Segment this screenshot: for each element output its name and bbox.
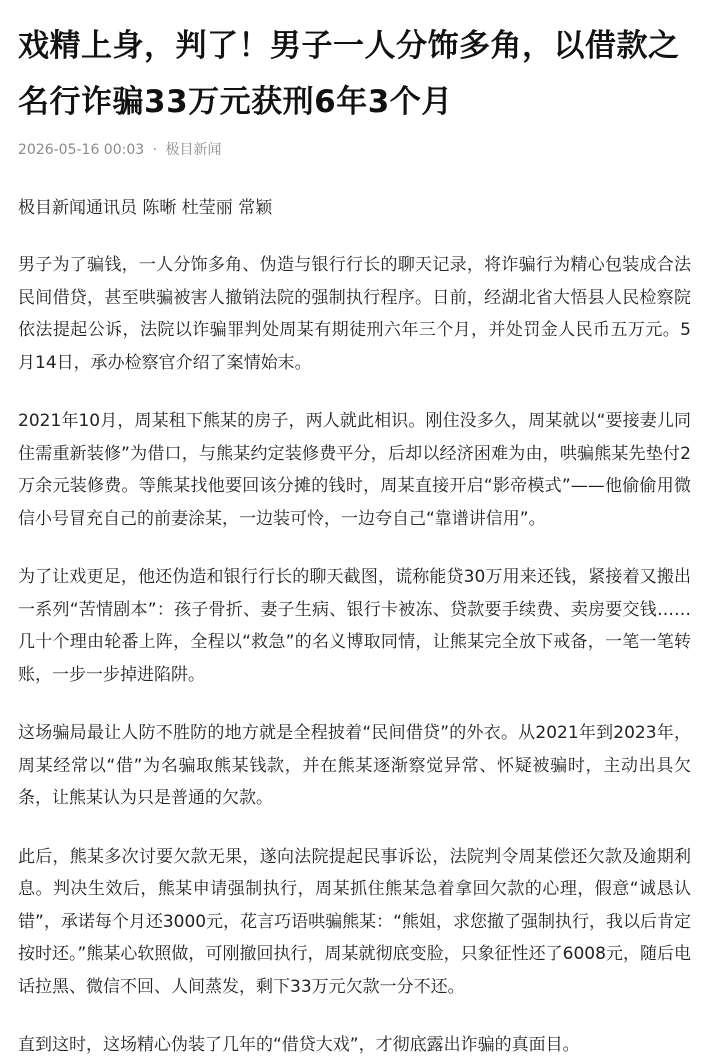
- article-paragraph: 这场骗局最让人防不胜防的地方就是全程披着“民间借贷”的外衣。从2021年到2023年，周某经常以“借”为名骗取熊某钱款，并在熊某逐渐察觉异常、怀疑被骗时，主动出具欠条，让熊某认为只是普通的欠款。: [18, 723, 691, 808]
- article-paragraph: 此后，熊某多次讨要欠款无果，遂向法院提起民事诉讼，法院判令周某偿还欠款及逾期利息。判决生效后，熊某申请强制执行，周某抓住熊某急着拿回欠款的心理，假意“诚恳认错”，承诺每个月还3000元，花言巧语哄骗熊某：“熊姐，求您撤了强制执行，我以后肯定按时还。”熊某心软照做，可刚撤回执行，周某就彻底变脸，只象征性还了6008元，随后电话拉黑、微信不回、人间蒸发，剩下33万元欠款一分不还。: [18, 846, 691, 997]
- article-byline: 极目新闻通讯员 陈晰 杜莹丽 常颖: [18, 198, 273, 218]
- article-title: 戏精上身，判了！男子一人分饰多角，以借款之名行诈骗33万元获刑6年3个月: [18, 28, 680, 120]
- source-name: 极目新闻: [165, 142, 222, 158]
- article-paragraph: 2021年10月，周某租下熊某的房子，两人就此相识。刚住没多久，周某就以“要接妻儿同住需重新装修”为借口，与熊某约定装修费平分，后却以经济困难为由，哄骗熊某先垫付2万余元装修费。等熊某找他要回该分摊的钱时，周某直接开启“影帝模式”——他偷偷用微信小号冒充自己的前妻涂某，一边装可怜，一边夸自己“靠谱讲信用”。: [18, 411, 691, 529]
- article-paragraph: 男子为了骗钱，一人分饰多角、伪造与银行行长的聊天记录，将诈骗行为精心包装成合法民间借贷，甚至哄骗被害人撤销法院的强制执行程序。日前，经湖北省大悟县人民检察院依法提起公诉，法院以诈骗罪判处周某有期徒刑六年三个月，并处罚金人民币五万元。5月14日，承办检察官介绍了案情始末。: [18, 255, 691, 373]
- article-paragraph: 直到这时，这场精心伪装了几年的“借贷大戏”，才彻底露出诈骗的真面目。: [18, 1035, 580, 1055]
- meta-separator: ·: [152, 142, 158, 158]
- article-paragraph: 为了让戏更足，他还伪造和银行行长的聊天截图，谎称能贷30万用来还钱，紧接着又搬出一系列“苦情剧本”：孩子骨折、妻子生病、银行卡被冻、贷款要手续费、卖房要交钱……几十个理由轮番上阵，全程以“救急”的名义博取同情，让熊某完全放下戒备，一笔一笔转账，一步一步掉进陷阱。: [18, 567, 691, 685]
- publish-datetime: 2026-05-16 00:03: [18, 142, 145, 158]
- article-meta: [18, 140, 691, 160]
